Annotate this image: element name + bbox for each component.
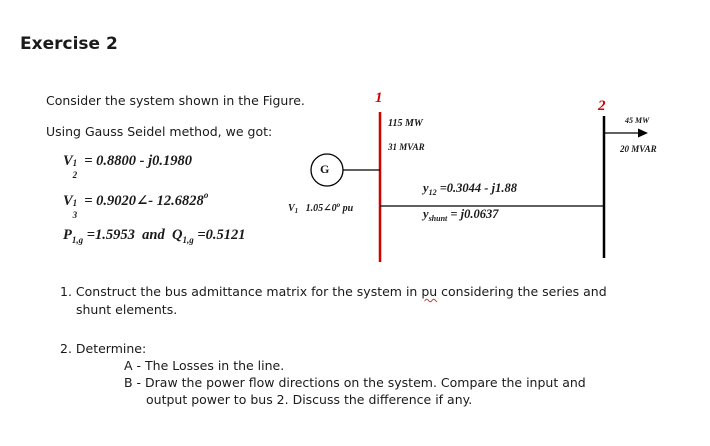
v1-unit: pu xyxy=(342,203,354,214)
yshunt-value: = j0.0637 xyxy=(450,207,499,221)
eq-v3-rhs-b: - 12.6828 xyxy=(148,193,204,209)
y12-sub: 12 xyxy=(428,188,437,197)
generator-label: G xyxy=(320,162,330,176)
v1-var: V xyxy=(288,203,295,214)
eq-p-sub: 1,g xyxy=(71,235,84,245)
yshunt-label xyxy=(423,207,498,223)
gen-p-label: 115 MW xyxy=(388,118,423,129)
yshunt-sub: shunt xyxy=(428,214,448,223)
eq-v3-sub: 3 xyxy=(72,210,78,220)
eq-and: and xyxy=(142,227,165,243)
eq-p-var: P xyxy=(63,227,72,243)
bus-1-label: 1 xyxy=(375,90,383,106)
y12-label xyxy=(423,181,517,197)
v1-sub: 1 xyxy=(294,207,299,215)
eq-p-rhs: =1.5953 xyxy=(86,227,135,243)
eq-v2-sub: 2 xyxy=(72,170,78,180)
eq-v2-rhs: = 0.8800 - j0.1980 xyxy=(84,153,193,169)
v1-angle: 0 xyxy=(331,203,337,214)
question-2b-line-2: output power to bus 2. Discuss the difference if any. xyxy=(146,392,473,407)
question-2b-line-1: B - Draw the power flow directions on the system. Compare the input and xyxy=(124,375,586,390)
v1-label xyxy=(288,201,353,215)
question-2a: A - The Losses in the line. xyxy=(124,358,285,373)
eq-v2-var: V xyxy=(63,153,73,169)
intro-line-2: Using Gauss Seidel method, we got: xyxy=(46,124,273,139)
eq-q-sub: 1,g xyxy=(182,235,194,245)
y12-value: =0.3044 - j1.88 xyxy=(439,181,517,195)
load-arrow-head xyxy=(638,129,648,138)
y12-var: y xyxy=(423,181,429,195)
yshunt-var: y xyxy=(423,207,429,221)
q1-text-a: 1. Construct the bus admittance matrix for the system in xyxy=(60,284,422,299)
load-p-label: 45 MW xyxy=(625,116,650,125)
intro-line-1: Consider the system shown in the Figure. xyxy=(46,93,305,108)
eq-v3-deg: o xyxy=(203,190,209,200)
question-2: 2. Determine: xyxy=(60,341,147,356)
gen-q-label: 31 MVAR xyxy=(388,142,425,152)
load-q-label: 20 MVAR xyxy=(620,144,657,154)
question-1 xyxy=(60,283,607,301)
q1-pu: pu xyxy=(421,284,438,299)
eq-q-var: Q xyxy=(171,227,183,243)
eq-v3-rhs-a: = 0.9020 xyxy=(84,193,137,209)
v1-value: 1.05 xyxy=(305,203,324,214)
q1-text-b: considering the series and xyxy=(437,284,607,299)
eq-v3-sup: 1 xyxy=(72,198,78,208)
eq-q-rhs: =0.5121 xyxy=(197,227,246,243)
question-1-cont: shunt elements. xyxy=(76,302,178,317)
angle-icon: ∠ xyxy=(136,193,149,209)
angle-icon: ∠ xyxy=(323,203,332,214)
degree-icon: o xyxy=(336,201,341,209)
page-title: Exercise 2 xyxy=(20,34,118,54)
eq-v2-sup: 1 xyxy=(72,158,78,168)
eq-v3-var: V xyxy=(63,193,73,209)
bus-2-label: 2 xyxy=(598,98,606,114)
